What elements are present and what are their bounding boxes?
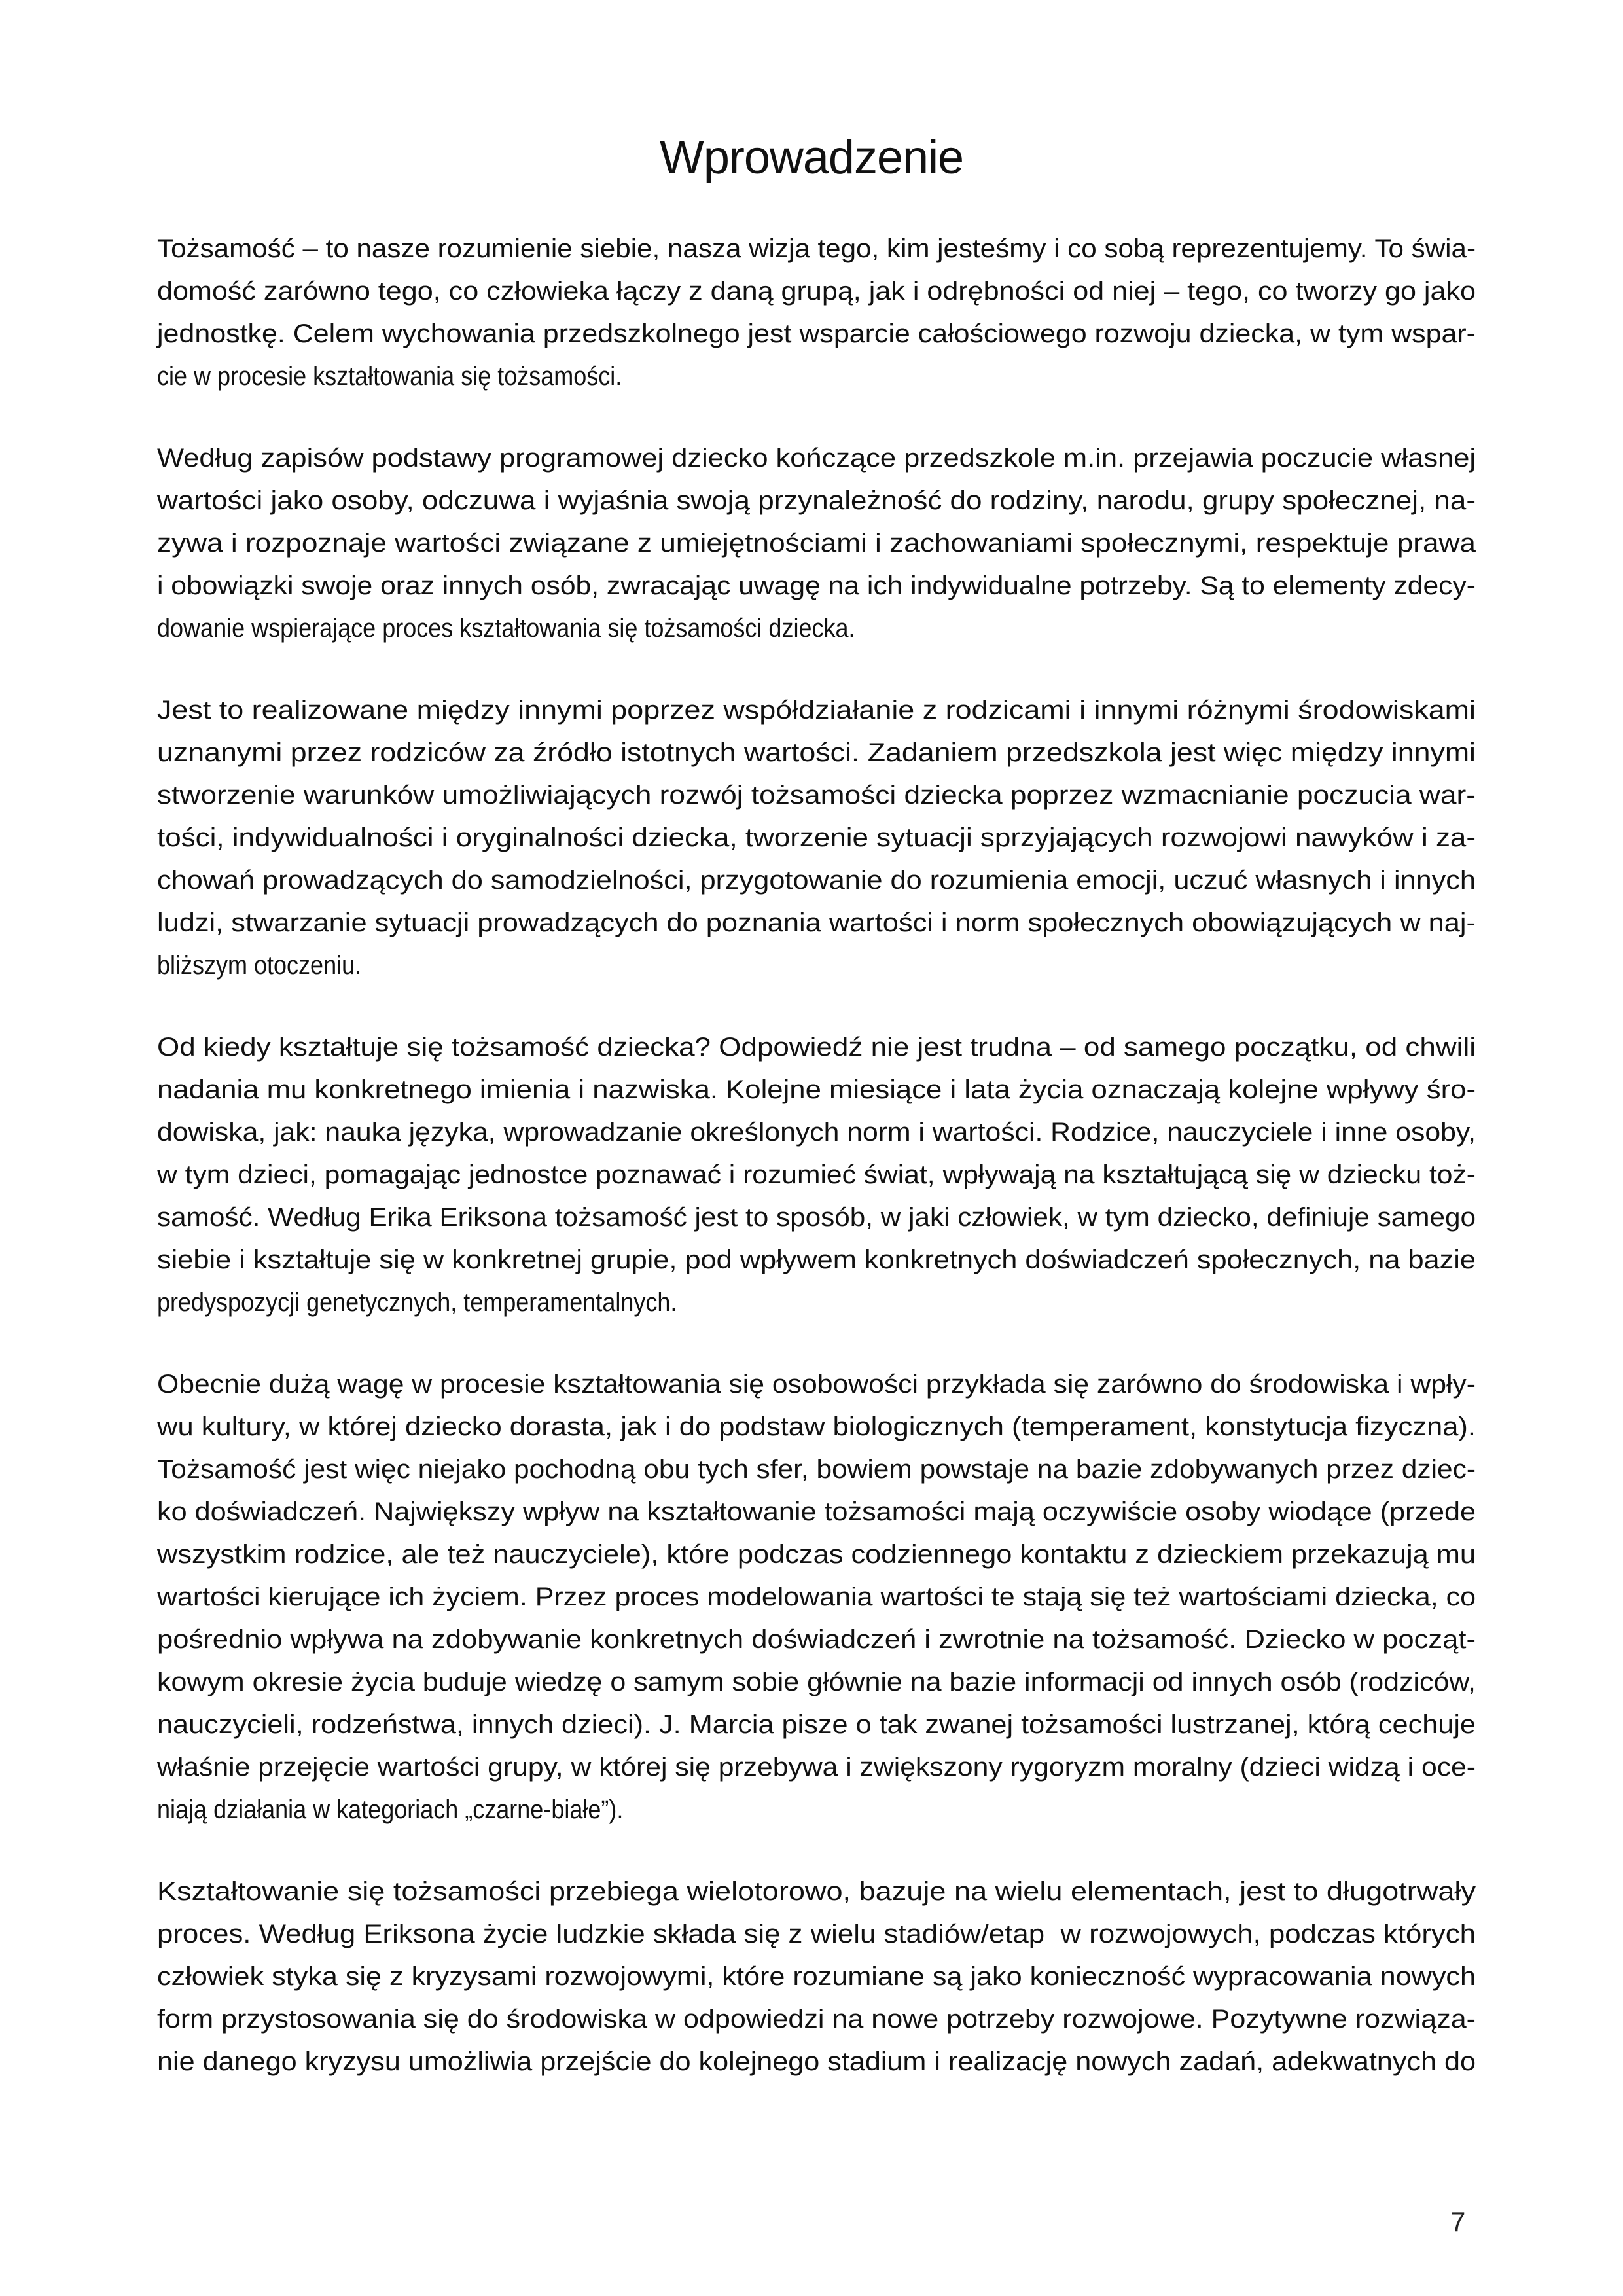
- text-line: dowiska, jak: nauka języka, wprowadzanie określonych norm i wartości. Rodzice, nauczyciele i inne osoby,: [157, 1118, 1476, 1147]
- text-line: samość. Według Erika Eriksona tożsamość jest to sposób, w jaki człowiek, w tym dziecko, definiuje samego: [157, 1203, 1476, 1232]
- text-line: Kształtowanie się tożsamości przebiega wielotorowo, bazuje na wielu elementach, jest to długotrwały: [157, 1877, 1476, 1906]
- text-line: zywa i rozpoznaje wartości związane z umiejętnościami i zachowaniami społecznymi, respektuje prawa: [157, 529, 1476, 558]
- text-line: siebie i kształtuje się w konkretnej grupie, pod wpływem konkretnych doświadczeń społecznych, na bazie: [157, 1246, 1476, 1274]
- text-line: form przystosowania się do środowiska w odpowiedzi na nowe potrzeby rozwojowe. Pozytywne rozwiąza-: [157, 2005, 1476, 2034]
- paragraph-1: [157, 228, 1476, 398]
- text-line: nauczycieli, rodzeństwa, innych dzieci). J. Marcia pisze o tak zwanej tożsamości lustrzanej, którą cechuje: [157, 1710, 1476, 1739]
- text-line: pośrednio wpływa na zdobywanie konkretnych doświadczeń i zwrotnie na tożsamość. Dziecko w począt-: [157, 1625, 1476, 1654]
- text-line: w tym dzieci, pomagając jednostce poznawać i rozumieć świat, wpływają na kształtującą się w dziecku toż-: [157, 1160, 1476, 1189]
- text-line: Od kiedy kształtuje się tożsamość dziecka? Odpowiedź nie jest trudna – od samego początku, od chwili: [157, 1033, 1476, 1062]
- body-text: [157, 228, 1476, 2083]
- text-line: wu kultury, w której dziecko dorasta, jak i do podstaw biologicznych (temperament, konstytucja fizyczna).: [157, 1412, 1476, 1441]
- text-line: predyspozycji genetycznych, temperamentalnych.: [157, 1288, 677, 1317]
- paragraph-3: [157, 689, 1476, 987]
- paragraph-6: [157, 1871, 1476, 2083]
- page-number: 7: [1450, 2206, 1466, 2237]
- text-line: jednostkę. Celem wychowania przedszkolnego jest wsparcie całościowego rozwoju dziecka, w tym wspar-: [157, 319, 1476, 348]
- paragraph-2: [157, 437, 1476, 650]
- text-line: Jest to realizowane między innymi poprzez współdziałanie z rodzicami i innymi różnymi środowiskami: [157, 696, 1476, 725]
- text-line: tości, indywidualności i oryginalności dziecka, tworzenie sytuacji sprzyjających rozwojowi nawyków i za-: [157, 823, 1476, 852]
- paragraph-4: [157, 1026, 1476, 1324]
- text-line: uznanymi przez rodziców za źródło istotnych wartości. Zadaniem przedszkola jest więc między innymi: [157, 738, 1476, 767]
- text-line: Według zapisów podstawy programowej dziecko kończące przedszkole m.in. przejawia poczucie własnej: [157, 444, 1476, 473]
- text-line: Obecnie dużą wagę w procesie kształtowania się osobowości przykłada się zarówno do środowiska i wpły-: [157, 1370, 1476, 1399]
- text-line: właśnie przejęcie wartości grupy, w której się przebywa i zwiększony rygoryzm moralny (dzieci widzą i oce-: [157, 1753, 1476, 1782]
- text-line: stworzenie warunków umożliwiających rozwój tożsamości dziecka poprzez wzmacnianie poczucia war-: [157, 781, 1476, 810]
- text-line: nie danego kryzysu umożliwia przejście do kolejnego stadium i realizację nowych zadań, adekwatnych do: [157, 2047, 1476, 2076]
- text-line: Tożsamość jest więc niejako pochodną obu tych sfer, bowiem powstaje na bazie zdobywanych przez dziec-: [157, 1455, 1476, 1484]
- text-line: niają działania w kategoriach „czarne-białe”).: [157, 1795, 624, 1824]
- text-line: człowiek styka się z kryzysami rozwojowymi, które rozumiane są jako konieczność wypracowania nowych: [157, 1962, 1476, 1991]
- text-line: kowym okresie życia buduje wiedzę o samym sobie głównie na bazie informacji od innych osób (rodziców,: [157, 1668, 1476, 1696]
- text-line: wartości kierujące ich życiem. Przez proces modelowania wartości te stają się też wartościami dziecka, co: [157, 1583, 1476, 1611]
- text-line: i obowiązki swoje oraz innych osób, zwracając uwagę na ich indywidualne potrzeby. Są to elementy zdecy-: [157, 571, 1476, 600]
- paragraph-5: [157, 1363, 1476, 1831]
- text-line: ludzi, stwarzanie sytuacji prowadzących do poznania wartości i norm społecznych obowiązujących w naj-: [157, 908, 1476, 937]
- text-line: dowanie wspierające proces kształtowania się tożsamości dziecka.: [157, 614, 855, 643]
- text-line: nadania mu konkretnego imienia i nazwiska. Kolejne miesiące i lata życia oznaczają kolejne wpływy śro-: [157, 1075, 1476, 1104]
- text-line: ko doświadczeń. Największy wpływ na kształtowanie tożsamości mają oczywiście osoby wiodące (przede: [157, 1498, 1476, 1526]
- text-line: bliższym otoczeniu.: [157, 951, 362, 980]
- text-line: proces. Według Eriksona życie ludzkie składa się z wielu stadiów/etap w rozwojowych, podczas których: [157, 1920, 1476, 1948]
- text-line: Tożsamość – to nasze rozumienie siebie, nasza wizja tego, kim jesteśmy i co sobą reprezentujemy. To świa-: [157, 234, 1476, 263]
- text-line: chowań prowadzących do samodzielności, przygotowanie do rozumienia emocji, uczuć własnych i innych: [157, 866, 1476, 895]
- text-line: cie w procesie kształtowania się tożsamości.: [157, 362, 622, 391]
- text-line: wartości jako osoby, odczuwa i wyjaśnia swoją przynależność do rodziny, narodu, grupy społecznej, na-: [157, 486, 1476, 515]
- text-line: wszystkim rodzice, ale też nauczyciele), które podczas codziennego kontaktu z dzieckiem przekazują mu: [157, 1540, 1476, 1569]
- text-line: domość zarówno tego, co człowieka łączy z daną grupą, jak i odrębności od niej – tego, co tworzy go jako: [157, 277, 1476, 306]
- page-title: Wprowadzenie: [659, 132, 964, 184]
